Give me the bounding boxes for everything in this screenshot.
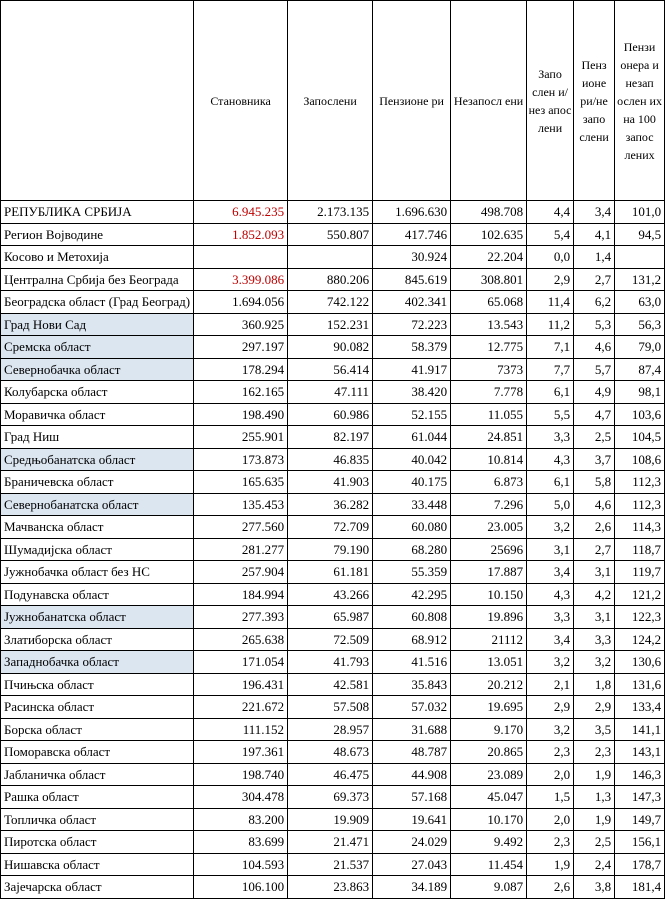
cell-population[interactable]: 198.740 — [194, 763, 288, 786]
cell-emp-unemp-ratio[interactable]: 1,5 — [527, 786, 574, 809]
cell-unemployed[interactable]: 11.454 — [451, 853, 527, 876]
cell-emp-unemp-ratio[interactable]: 3,2 — [527, 516, 574, 539]
table-row — [1, 583, 665, 606]
cell-population[interactable]: 196.431 — [194, 673, 288, 696]
cell-pens-emp-ratio[interactable]: 2,7 — [574, 538, 615, 561]
table-row — [1, 471, 665, 494]
cell-emp-unemp-ratio[interactable]: 6,1 — [527, 381, 574, 404]
header-employed[interactable]: Запослени — [288, 1, 373, 201]
cell-pens-emp-ratio[interactable]: 3,5 — [574, 718, 615, 741]
cell-population[interactable]: 265.638 — [194, 628, 288, 651]
table-row — [1, 403, 665, 426]
cell-population[interactable]: 1.852.093 — [194, 223, 288, 246]
row-name[interactable]: Сремска област — [1, 336, 194, 359]
cell-pens-emp-ratio[interactable]: 5,7 — [574, 358, 615, 381]
cell-emp-unemp-ratio[interactable]: 1,9 — [527, 853, 574, 876]
row-name[interactable]: Централна Србија без Београда — [1, 268, 194, 291]
cell-employed[interactable]: 69.373 — [288, 786, 373, 809]
cell-emp-unemp-ratio[interactable]: 6,1 — [527, 471, 574, 494]
cell-employed[interactable]: 56.414 — [288, 358, 373, 381]
table-row — [1, 831, 665, 854]
table-row — [1, 493, 665, 516]
cell-population[interactable]: 106.100 — [194, 876, 288, 899]
cell-pens-emp-ratio[interactable]: 3,1 — [574, 561, 615, 584]
cell-unemployed[interactable]: 20.865 — [451, 741, 527, 764]
cell-population[interactable]: 297.197 — [194, 336, 288, 359]
cell-population[interactable]: 277.560 — [194, 516, 288, 539]
cell-per-100[interactable]: 94,5 — [615, 223, 665, 246]
cell-per-100[interactable]: 149,7 — [615, 808, 665, 831]
cell-population[interactable]: 178.294 — [194, 358, 288, 381]
cell-unemployed[interactable]: 23.089 — [451, 763, 527, 786]
cell-pensioners[interactable]: 42.295 — [373, 583, 451, 606]
cell-pensioners[interactable]: 60.808 — [373, 606, 451, 629]
cell-employed[interactable]: 90.082 — [288, 336, 373, 359]
cell-per-100[interactable]: 178,7 — [615, 853, 665, 876]
table-row — [1, 808, 665, 831]
cell-emp-unemp-ratio[interactable]: 2,3 — [527, 741, 574, 764]
cell-emp-unemp-ratio[interactable]: 5,0 — [527, 493, 574, 516]
cell-per-100[interactable]: 56,3 — [615, 313, 665, 336]
row-name[interactable]: Јужнобачка област без НС — [1, 561, 194, 584]
cell-unemployed[interactable]: 65.068 — [451, 291, 527, 314]
cell-pensioners[interactable]: 31.688 — [373, 718, 451, 741]
cell-pens-emp-ratio[interactable]: 5,8 — [574, 471, 615, 494]
row-name[interactable]: Град Ниш — [1, 426, 194, 449]
cell-pens-emp-ratio[interactable]: 4,9 — [574, 381, 615, 404]
cell-emp-unemp-ratio[interactable]: 5,4 — [527, 223, 574, 246]
cell-per-100[interactable]: 147,3 — [615, 786, 665, 809]
header-emp-unemp-ratio[interactable]: Запо слен и/нез апос лени — [527, 1, 574, 201]
cell-population[interactable]: 6.945.235 — [194, 201, 288, 224]
cell-population[interactable]: 1.694.056 — [194, 291, 288, 314]
cell-employed[interactable]: 19.909 — [288, 808, 373, 831]
table-row — [1, 313, 665, 336]
cell-population[interactable]: 221.672 — [194, 696, 288, 719]
cell-pens-emp-ratio[interactable]: 1,3 — [574, 786, 615, 809]
cell-pens-emp-ratio[interactable]: 1,8 — [574, 673, 615, 696]
row-name[interactable]: Косово и Метохија — [1, 246, 194, 269]
cell-unemployed[interactable]: 23.005 — [451, 516, 527, 539]
cell-pens-emp-ratio[interactable]: 1,9 — [574, 763, 615, 786]
cell-employed[interactable]: 79.190 — [288, 538, 373, 561]
cell-unemployed[interactable]: 9.087 — [451, 876, 527, 899]
cell-employed[interactable]: 47.111 — [288, 381, 373, 404]
cell-population[interactable]: 171.054 — [194, 651, 288, 674]
cell-population[interactable]: 173.873 — [194, 448, 288, 471]
cell-employed[interactable]: 43.266 — [288, 583, 373, 606]
row-name[interactable]: Браничевска област — [1, 471, 194, 494]
table-row — [1, 336, 665, 359]
cell-pens-emp-ratio[interactable]: 4,6 — [574, 493, 615, 516]
cell-pensioners[interactable]: 35.843 — [373, 673, 451, 696]
cell-pens-emp-ratio[interactable]: 1,4 — [574, 246, 615, 269]
cell-pens-emp-ratio[interactable]: 2,7 — [574, 268, 615, 291]
row-name[interactable]: Шумадијска област — [1, 538, 194, 561]
cell-unemployed[interactable]: 9.492 — [451, 831, 527, 854]
cell-emp-unemp-ratio[interactable]: 3,2 — [527, 651, 574, 674]
cell-unemployed[interactable]: 19.896 — [451, 606, 527, 629]
table-row — [1, 291, 665, 314]
cell-emp-unemp-ratio[interactable]: 3,4 — [527, 628, 574, 651]
row-name[interactable]: Зајечарска област — [1, 876, 194, 899]
table-row — [1, 426, 665, 449]
cell-unemployed[interactable]: 22.204 — [451, 246, 527, 269]
cell-pensioners[interactable]: 19.641 — [373, 808, 451, 831]
cell-per-100[interactable]: 104,5 — [615, 426, 665, 449]
cell-employed[interactable]: 57.508 — [288, 696, 373, 719]
cell-emp-unemp-ratio[interactable]: 0,0 — [527, 246, 574, 269]
row-name[interactable]: Моравичка област — [1, 403, 194, 426]
cell-pens-emp-ratio[interactable]: 5,3 — [574, 313, 615, 336]
cell-population[interactable]: 304.478 — [194, 786, 288, 809]
header-per-100[interactable]: Пензи онера и незап ослен их на 100 запос лених — [615, 1, 665, 201]
cell-unemployed[interactable]: 102.635 — [451, 223, 527, 246]
cell-unemployed[interactable]: 6.873 — [451, 471, 527, 494]
cell-per-100[interactable] — [615, 246, 665, 269]
cell-pens-emp-ratio[interactable]: 4,7 — [574, 403, 615, 426]
cell-emp-unemp-ratio[interactable]: 4,3 — [527, 583, 574, 606]
row-name[interactable]: Расинска област — [1, 696, 194, 719]
cell-employed[interactable]: 82.197 — [288, 426, 373, 449]
table-row — [1, 223, 665, 246]
cell-employed[interactable]: 60.986 — [288, 403, 373, 426]
table-row — [1, 718, 665, 741]
cell-population[interactable]: 257.904 — [194, 561, 288, 584]
cell-pens-emp-ratio[interactable]: 2,9 — [574, 696, 615, 719]
table-row — [1, 876, 665, 899]
table-row — [1, 628, 665, 651]
cell-emp-unemp-ratio[interactable]: 2,3 — [527, 831, 574, 854]
row-name[interactable]: Подунавска област — [1, 583, 194, 606]
cell-per-100[interactable]: 101,0 — [615, 201, 665, 224]
cell-population[interactable]: 83.200 — [194, 808, 288, 831]
cell-employed[interactable]: 72.709 — [288, 516, 373, 539]
cell-pensioners[interactable]: 52.155 — [373, 403, 451, 426]
cell-unemployed[interactable]: 24.851 — [451, 426, 527, 449]
cell-emp-unemp-ratio[interactable]: 3,4 — [527, 561, 574, 584]
cell-per-100[interactable]: 141,1 — [615, 718, 665, 741]
row-name[interactable]: Јабланичка област — [1, 763, 194, 786]
cell-emp-unemp-ratio[interactable]: 3,2 — [527, 718, 574, 741]
cell-employed[interactable]: 2.173.135 — [288, 201, 373, 224]
cell-population[interactable]: 3.399.086 — [194, 268, 288, 291]
table-row — [1, 741, 665, 764]
row-name[interactable]: Нишавска област — [1, 853, 194, 876]
cell-per-100[interactable]: 112,3 — [615, 471, 665, 494]
row-name[interactable]: Севернобачка област — [1, 358, 194, 381]
cell-unemployed[interactable]: 25696 — [451, 538, 527, 561]
cell-emp-unemp-ratio[interactable]: 2,0 — [527, 808, 574, 831]
table-row — [1, 853, 665, 876]
cell-pensioners[interactable]: 38.420 — [373, 381, 451, 404]
cell-per-100[interactable]: 118,7 — [615, 538, 665, 561]
cell-emp-unemp-ratio[interactable]: 4,3 — [527, 448, 574, 471]
row-name[interactable]: Севернобанатска област — [1, 493, 194, 516]
cell-emp-unemp-ratio[interactable]: 7,1 — [527, 336, 574, 359]
cell-unemployed[interactable]: 12.775 — [451, 336, 527, 359]
cell-emp-unemp-ratio[interactable]: 2,1 — [527, 673, 574, 696]
cell-unemployed[interactable]: 9.170 — [451, 718, 527, 741]
cell-population[interactable]: 255.901 — [194, 426, 288, 449]
cell-per-100[interactable]: 131,2 — [615, 268, 665, 291]
table-row — [1, 696, 665, 719]
header-population[interactable]: Становника — [194, 1, 288, 201]
cell-pensioners[interactable]: 57.032 — [373, 696, 451, 719]
cell-population[interactable]: 83.699 — [194, 831, 288, 854]
cell-employed[interactable]: 65.987 — [288, 606, 373, 629]
cell-per-100[interactable]: 112,3 — [615, 493, 665, 516]
cell-pens-emp-ratio[interactable]: 1,9 — [574, 808, 615, 831]
cell-per-100[interactable]: 143,1 — [615, 741, 665, 764]
header-pensioners[interactable]: Пензионе ри — [373, 1, 451, 201]
cell-emp-unemp-ratio[interactable]: 7,7 — [527, 358, 574, 381]
cell-per-100[interactable]: 63,0 — [615, 291, 665, 314]
cell-pens-emp-ratio[interactable]: 4,6 — [574, 336, 615, 359]
cell-pensioners[interactable]: 27.043 — [373, 853, 451, 876]
cell-population[interactable]: 198.490 — [194, 403, 288, 426]
cell-pensioners[interactable]: 30.924 — [373, 246, 451, 269]
cell-pens-emp-ratio[interactable]: 3,4 — [574, 201, 615, 224]
table-row — [1, 561, 665, 584]
cell-population[interactable]: 197.361 — [194, 741, 288, 764]
cell-pens-emp-ratio[interactable]: 3,1 — [574, 606, 615, 629]
cell-pensioners[interactable]: 44.908 — [373, 763, 451, 786]
table-row — [1, 538, 665, 561]
cell-pensioners[interactable]: 68.280 — [373, 538, 451, 561]
cell-per-100[interactable]: 103,6 — [615, 403, 665, 426]
cell-employed[interactable]: 21.537 — [288, 853, 373, 876]
cell-unemployed[interactable]: 13.543 — [451, 313, 527, 336]
cell-pensioners[interactable]: 402.341 — [373, 291, 451, 314]
cell-per-100[interactable]: 181,4 — [615, 876, 665, 899]
row-name[interactable]: Пиротска област — [1, 831, 194, 854]
cell-employed[interactable]: 21.471 — [288, 831, 373, 854]
cell-employed[interactable] — [288, 246, 373, 269]
header-unemployed[interactable]: Незапосл ени — [451, 1, 527, 201]
cell-pens-emp-ratio[interactable]: 2,5 — [574, 831, 615, 854]
cell-pensioners[interactable]: 41.917 — [373, 358, 451, 381]
cell-employed[interactable]: 72.509 — [288, 628, 373, 651]
cell-pensioners[interactable]: 24.029 — [373, 831, 451, 854]
cell-emp-unemp-ratio[interactable]: 2,0 — [527, 763, 574, 786]
cell-pens-emp-ratio[interactable]: 2,4 — [574, 853, 615, 876]
cell-pens-emp-ratio[interactable]: 2,3 — [574, 741, 615, 764]
cell-pens-emp-ratio[interactable]: 4,2 — [574, 583, 615, 606]
row-name[interactable]: Средњобанатска област — [1, 448, 194, 471]
cell-employed[interactable]: 36.282 — [288, 493, 373, 516]
table-row — [1, 448, 665, 471]
cell-unemployed[interactable]: 17.887 — [451, 561, 527, 584]
cell-employed[interactable]: 46.475 — [288, 763, 373, 786]
cell-population[interactable]: 165.635 — [194, 471, 288, 494]
cell-unemployed[interactable]: 13.051 — [451, 651, 527, 674]
cell-unemployed[interactable]: 10.814 — [451, 448, 527, 471]
cell-employed[interactable]: 880.206 — [288, 268, 373, 291]
cell-unemployed[interactable]: 10.170 — [451, 808, 527, 831]
cell-emp-unemp-ratio[interactable]: 3,1 — [527, 538, 574, 561]
cell-population[interactable]: 360.925 — [194, 313, 288, 336]
cell-pens-emp-ratio[interactable]: 2,6 — [574, 516, 615, 539]
table-row — [1, 246, 665, 269]
cell-emp-unemp-ratio[interactable]: 2,6 — [527, 876, 574, 899]
cell-per-100[interactable]: 146,3 — [615, 763, 665, 786]
cell-employed[interactable]: 61.181 — [288, 561, 373, 584]
cell-population[interactable]: 162.165 — [194, 381, 288, 404]
cell-pensioners[interactable]: 48.787 — [373, 741, 451, 764]
cell-employed[interactable]: 42.581 — [288, 673, 373, 696]
row-name[interactable]: Западнобачка област — [1, 651, 194, 674]
table-row — [1, 651, 665, 674]
cell-unemployed[interactable]: 7.778 — [451, 381, 527, 404]
cell-pensioners[interactable]: 845.619 — [373, 268, 451, 291]
cell-pensioners[interactable]: 55.359 — [373, 561, 451, 584]
cell-population[interactable]: 104.593 — [194, 853, 288, 876]
row-name[interactable]: Златиборска област — [1, 628, 194, 651]
cell-per-100[interactable]: 121,2 — [615, 583, 665, 606]
cell-per-100[interactable]: 87,4 — [615, 358, 665, 381]
cell-per-100[interactable]: 131,6 — [615, 673, 665, 696]
row-name[interactable]: Београдска област (Град Београд) — [1, 291, 194, 314]
cell-unemployed[interactable]: 7.296 — [451, 493, 527, 516]
row-name[interactable]: Мачванска област — [1, 516, 194, 539]
cell-population[interactable]: 111.152 — [194, 718, 288, 741]
cell-pens-emp-ratio[interactable]: 2,5 — [574, 426, 615, 449]
cell-pens-emp-ratio[interactable]: 3,2 — [574, 651, 615, 674]
table-row — [1, 358, 665, 381]
cell-employed[interactable]: 46.835 — [288, 448, 373, 471]
cell-unemployed[interactable]: 498.708 — [451, 201, 527, 224]
cell-pensioners[interactable]: 60.080 — [373, 516, 451, 539]
cell-per-100[interactable]: 130,6 — [615, 651, 665, 674]
cell-pensioners[interactable]: 57.168 — [373, 786, 451, 809]
cell-per-100[interactable]: 114,3 — [615, 516, 665, 539]
cell-per-100[interactable]: 79,0 — [615, 336, 665, 359]
table-row — [1, 201, 665, 224]
cell-population[interactable]: 135.453 — [194, 493, 288, 516]
row-name[interactable]: Рашка област — [1, 786, 194, 809]
cell-pensioners[interactable]: 58.379 — [373, 336, 451, 359]
cell-employed[interactable]: 152.231 — [288, 313, 373, 336]
cell-employed[interactable]: 550.807 — [288, 223, 373, 246]
cell-pens-emp-ratio[interactable]: 3,7 — [574, 448, 615, 471]
cell-per-100[interactable]: 119,7 — [615, 561, 665, 584]
cell-per-100[interactable]: 122,3 — [615, 606, 665, 629]
cell-emp-unemp-ratio[interactable]: 2,9 — [527, 268, 574, 291]
cell-population[interactable]: 184.994 — [194, 583, 288, 606]
cell-emp-unemp-ratio[interactable]: 2,9 — [527, 696, 574, 719]
cell-pensioners[interactable]: 40.042 — [373, 448, 451, 471]
cell-per-100[interactable]: 156,1 — [615, 831, 665, 854]
cell-employed[interactable]: 742.122 — [288, 291, 373, 314]
table-row — [1, 786, 665, 809]
row-name[interactable]: Борска област — [1, 718, 194, 741]
cell-population[interactable]: 281.277 — [194, 538, 288, 561]
cell-pens-emp-ratio[interactable]: 6,2 — [574, 291, 615, 314]
cell-employed[interactable]: 48.673 — [288, 741, 373, 764]
cell-emp-unemp-ratio[interactable]: 5,5 — [527, 403, 574, 426]
cell-pens-emp-ratio[interactable]: 3,8 — [574, 876, 615, 899]
cell-employed[interactable]: 41.903 — [288, 471, 373, 494]
cell-per-100[interactable]: 124,2 — [615, 628, 665, 651]
row-name[interactable]: Регион Војводине — [1, 223, 194, 246]
cell-pens-emp-ratio[interactable]: 4,1 — [574, 223, 615, 246]
cell-pensioners[interactable]: 1.696.630 — [373, 201, 451, 224]
cell-unemployed[interactable]: 45.047 — [451, 786, 527, 809]
cell-unemployed[interactable]: 7373 — [451, 358, 527, 381]
cell-pensioners[interactable]: 417.746 — [373, 223, 451, 246]
cell-population[interactable] — [194, 246, 288, 269]
table-row — [1, 673, 665, 696]
cell-pensioners[interactable]: 33.448 — [373, 493, 451, 516]
cell-employed[interactable]: 23.863 — [288, 876, 373, 899]
row-name[interactable]: Колубарска област — [1, 381, 194, 404]
cell-pensioners[interactable]: 40.175 — [373, 471, 451, 494]
cell-pensioners[interactable]: 68.912 — [373, 628, 451, 651]
row-name[interactable]: Пчињска област — [1, 673, 194, 696]
cell-population[interactable]: 277.393 — [194, 606, 288, 629]
header-pens-emp-ratio[interactable]: Пенз ионе ри/не запо слени — [574, 1, 615, 201]
table-body — [1, 201, 665, 899]
row-name[interactable]: Поморавска област — [1, 741, 194, 764]
cell-employed[interactable]: 28.957 — [288, 718, 373, 741]
cell-unemployed[interactable]: 308.801 — [451, 268, 527, 291]
cell-emp-unemp-ratio[interactable]: 3,3 — [527, 426, 574, 449]
cell-unemployed[interactable]: 21112 — [451, 628, 527, 651]
table-row — [1, 606, 665, 629]
cell-pensioners[interactable]: 61.044 — [373, 426, 451, 449]
cell-unemployed[interactable]: 10.150 — [451, 583, 527, 606]
row-name[interactable]: Град Нови Сад — [1, 313, 194, 336]
cell-unemployed[interactable]: 19.695 — [451, 696, 527, 719]
table-row — [1, 516, 665, 539]
cell-pensioners[interactable]: 34.189 — [373, 876, 451, 899]
row-name[interactable]: Топличка област — [1, 808, 194, 831]
cell-pensioners[interactable]: 41.516 — [373, 651, 451, 674]
cell-per-100[interactable]: 108,6 — [615, 448, 665, 471]
cell-per-100[interactable]: 98,1 — [615, 381, 665, 404]
cell-emp-unemp-ratio[interactable]: 4,4 — [527, 201, 574, 224]
cell-per-100[interactable]: 133,4 — [615, 696, 665, 719]
table-row — [1, 268, 665, 291]
row-name[interactable]: Јужнобанатска област — [1, 606, 194, 629]
cell-unemployed[interactable]: 11.055 — [451, 403, 527, 426]
cell-pensioners[interactable]: 72.223 — [373, 313, 451, 336]
table-row — [1, 381, 665, 404]
table-row — [1, 763, 665, 786]
cell-emp-unemp-ratio[interactable]: 11,2 — [527, 313, 574, 336]
cell-employed[interactable]: 41.793 — [288, 651, 373, 674]
row-name[interactable]: РЕПУБЛИКА СРБИЈА — [1, 201, 194, 224]
cell-emp-unemp-ratio[interactable]: 11,4 — [527, 291, 574, 314]
header-name[interactable] — [1, 1, 194, 201]
cell-unemployed[interactable]: 20.212 — [451, 673, 527, 696]
cell-pens-emp-ratio[interactable]: 3,3 — [574, 628, 615, 651]
cell-emp-unemp-ratio[interactable]: 3,3 — [527, 606, 574, 629]
header-row — [1, 1, 665, 201]
